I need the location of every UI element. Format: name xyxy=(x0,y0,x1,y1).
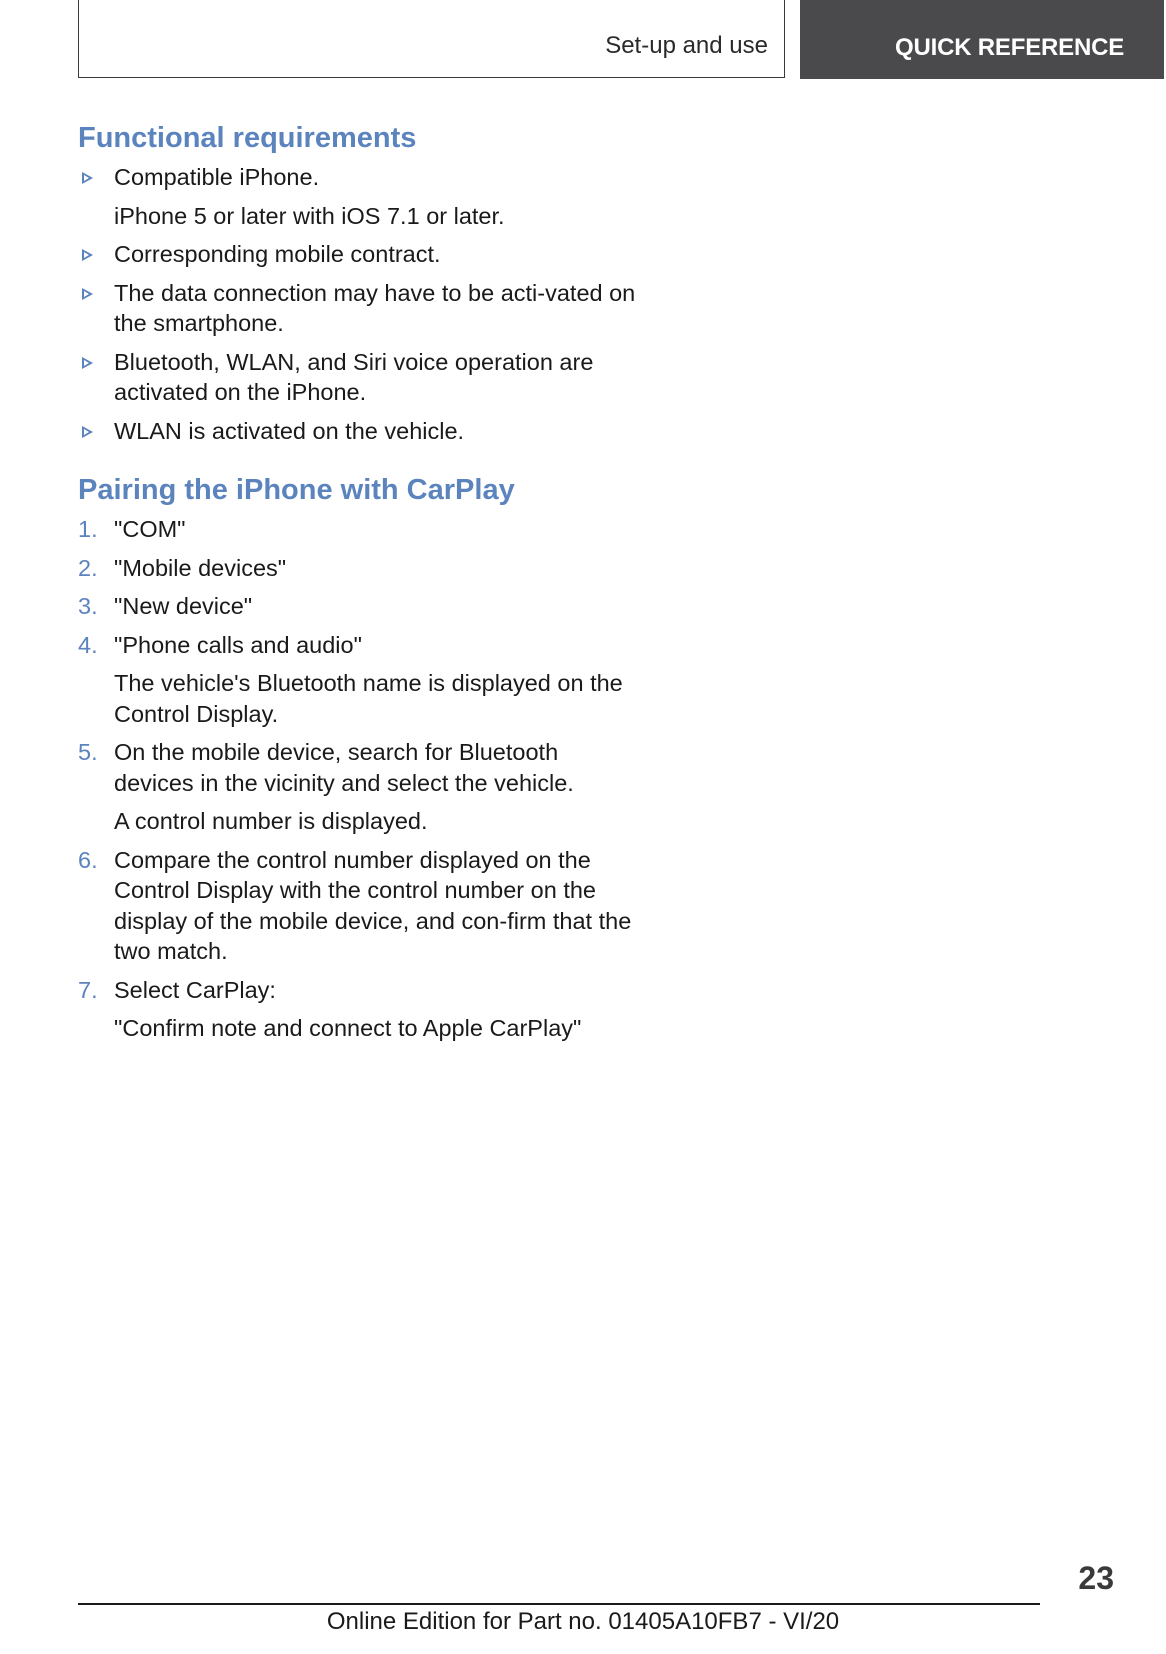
footer-edition-text: Online Edition for Part no. 01405A10FB7 - VI/20 xyxy=(326,1608,840,1635)
step-text: On the mobile device, search for Bluetooth devices in the vicinity and select the vehicle. xyxy=(114,739,574,796)
header-section-title: Set-up and use xyxy=(605,32,768,59)
step-text: "Mobile devices" xyxy=(114,554,287,581)
step-number: 2. xyxy=(78,554,98,581)
list-item xyxy=(78,416,638,447)
step-number: 1. xyxy=(78,516,98,542)
list-item xyxy=(78,162,638,231)
requirements-list xyxy=(78,162,638,446)
functional-requirements-heading: Functional requirements xyxy=(78,122,417,154)
page-content xyxy=(78,120,638,1052)
step-note: A control number is displayed. xyxy=(114,808,428,834)
step-text: "COM" xyxy=(114,516,186,542)
footer-divider xyxy=(78,1603,1040,1605)
step-note: The vehicle's Bluetooth name is displayed on the Control Display. xyxy=(114,670,623,727)
quick-reference-tab[interactable] xyxy=(800,0,1164,79)
step-item xyxy=(78,845,638,967)
step-item xyxy=(78,975,638,1044)
pairing-heading: Pairing the iPhone with CarPlay xyxy=(78,474,515,506)
triangle-bullet-icon xyxy=(82,426,93,438)
step-number: 4. xyxy=(78,631,98,658)
list-item-note: iPhone 5 or later with iOS 7.1 or later. xyxy=(114,202,505,229)
step-number: 5. xyxy=(78,739,98,765)
header-box xyxy=(78,0,785,78)
list-item xyxy=(78,347,638,408)
page-number: 23 xyxy=(1078,1560,1114,1596)
step-item xyxy=(78,514,638,545)
list-item-text: Compatible iPhone. xyxy=(114,164,320,190)
step-item xyxy=(78,553,638,584)
list-item-text: Bluetooth, WLAN, and Siri voice operation are activated on the iPhone. xyxy=(114,348,594,405)
step-item xyxy=(78,737,638,837)
step-note: "Confirm note and connect to Apple CarPlay" xyxy=(114,1015,582,1041)
triangle-bullet-icon xyxy=(82,288,93,300)
step-text: "New device" xyxy=(114,593,253,619)
quick-reference-tab-label: QUICK REFERENCE xyxy=(895,34,1125,61)
step-text: Compare the control number displayed on the Control Display with the control number on the display of the mobile device, and con-firm that the two match. xyxy=(114,846,632,964)
step-text: "Phone calls and audio" xyxy=(114,631,362,658)
triangle-bullet-icon xyxy=(82,357,93,369)
triangle-bullet-icon xyxy=(82,249,93,261)
step-number: 7. xyxy=(78,976,98,1003)
step-number: 6. xyxy=(78,846,98,873)
triangle-bullet-icon xyxy=(82,172,93,184)
pairing-steps xyxy=(78,514,638,1044)
list-item-text: WLAN is activated on the vehicle. xyxy=(114,417,465,444)
list-item xyxy=(78,239,638,270)
step-text: Select CarPlay: xyxy=(114,976,276,1003)
step-number: 3. xyxy=(78,593,98,619)
step-item xyxy=(78,591,638,622)
list-item xyxy=(78,278,638,339)
list-item-text: The data connection may have to be acti-vated on the smartphone. xyxy=(114,279,636,336)
list-item-text: Corresponding mobile contract. xyxy=(114,241,441,267)
step-item xyxy=(78,630,638,730)
